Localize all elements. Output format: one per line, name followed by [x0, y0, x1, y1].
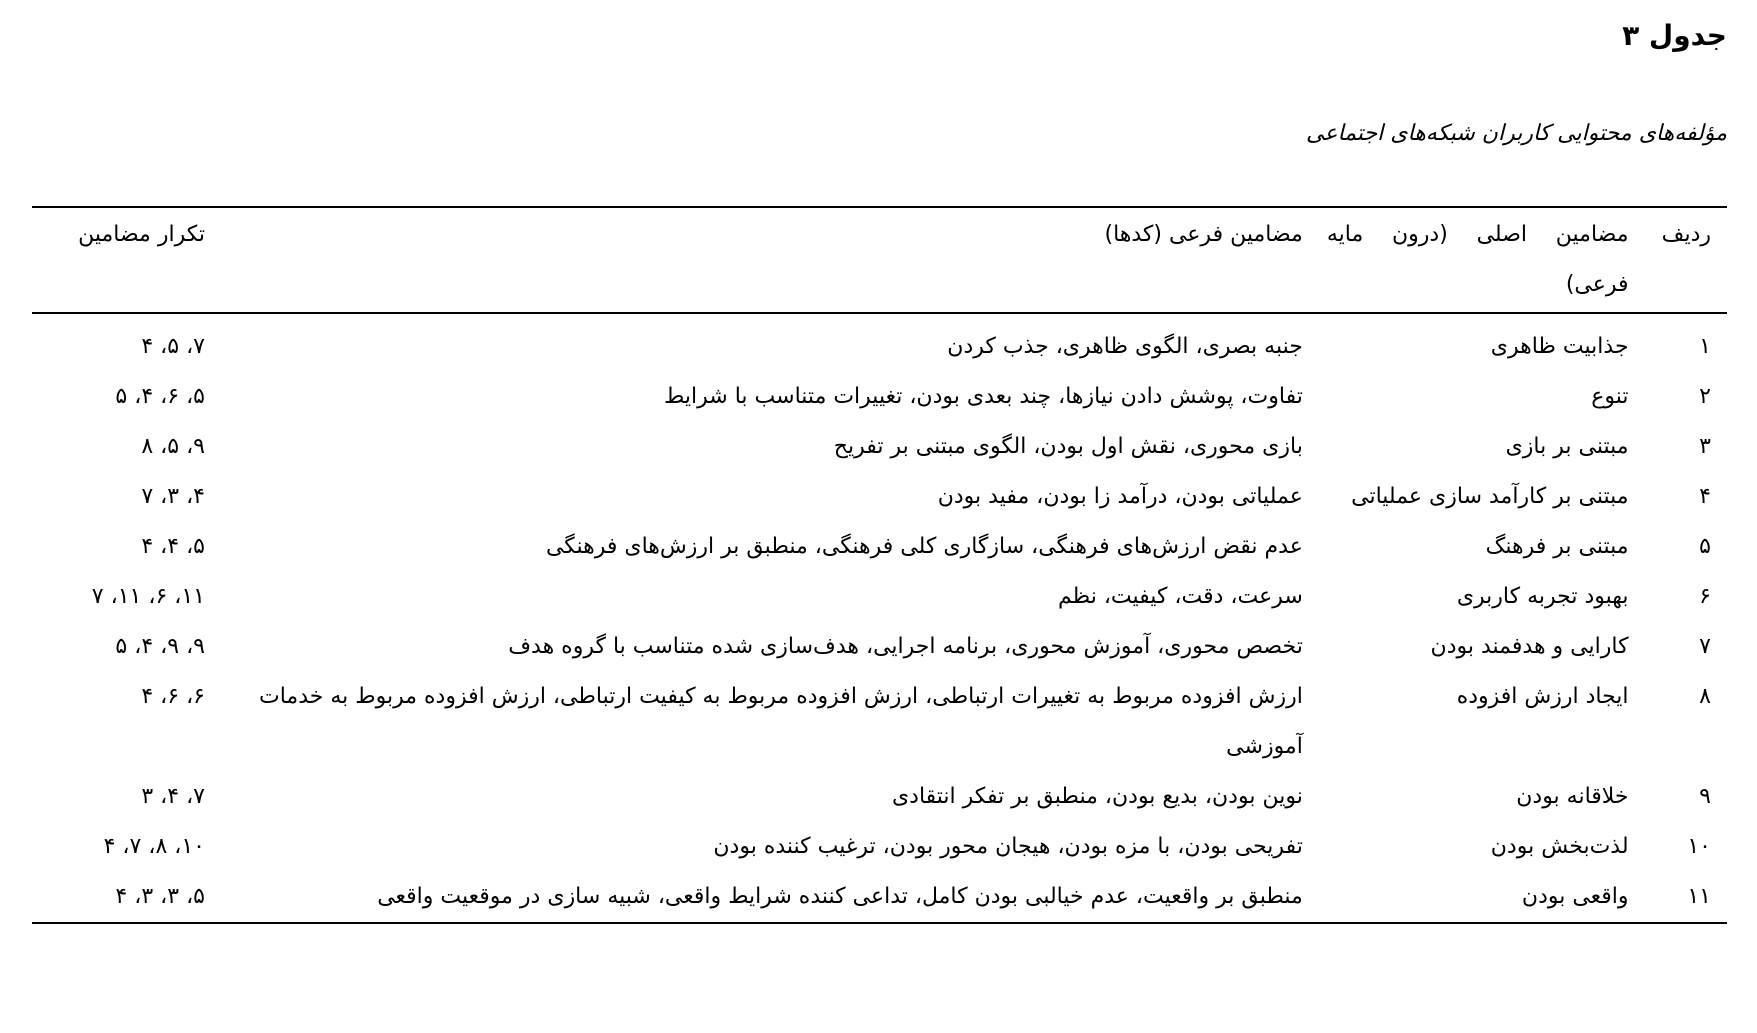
sub-themes: تخصص محوری، آموزش محوری، برنامه اجرایی، هدف‌سازی شده متناسب با گروه هدف [508, 634, 1303, 659]
row-number: ۵ [1699, 534, 1711, 559]
main-theme: مبتنی بر فرهنگ [1485, 534, 1629, 559]
table-row [32, 672, 1727, 772]
frequency: ۹، ۵، ۸ [141, 434, 205, 459]
sub-themes: نوین بودن، بدیع بودن، منطبق بر تفکر انتقادی [891, 784, 1303, 809]
sub-themes: تفریحی بودن، با مزه بودن، هیجان محور بودن، ترغیب کننده بودن [713, 834, 1303, 859]
main-theme: جذابیت ظاهری [1490, 334, 1629, 359]
main-theme: مبتنی بر بازی [1505, 434, 1629, 459]
row-number: ۴ [1699, 484, 1711, 509]
main-theme: تنوع [1591, 384, 1629, 409]
frequency: ۵، ۳، ۳، ۴ [115, 884, 205, 909]
sub-themes: منطبق بر واقعیت، عدم خیالبی بودن کامل، تداعی کننده شرایط واقعی، شبیه سازی در موقعیت واقعی [377, 884, 1303, 909]
frequency: ۱۱، ۶، ۱۱، ۷ [91, 584, 205, 609]
table-row [32, 372, 1727, 422]
frequency: ۵، ۶، ۴، ۵ [115, 384, 205, 409]
row-number: ۶ [1699, 584, 1711, 609]
frequency: ۶، ۶، ۴ [141, 684, 205, 709]
table-header [32, 207, 1727, 313]
themes-table [32, 206, 1727, 924]
sub-themes: سرعت، دقت، کیفیت، نظم [1058, 584, 1303, 609]
row-number: ۹ [1699, 784, 1711, 809]
sub-themes: عملیاتی بودن، درآمد زا بودن، مفید بودن [937, 484, 1303, 509]
main-theme: مبتنی بر کارآمد سازی عملیاتی [1351, 484, 1629, 509]
frequency: ۷، ۴، ۳ [141, 784, 205, 809]
main-theme: بهبود تجربه کاربری [1456, 584, 1629, 609]
frequency: ۵، ۴، ۴ [141, 534, 205, 559]
table-caption: مؤلفه‌های محتوایی کاربران شبکه‌های اجتماعی [1306, 121, 1727, 146]
table-row [32, 622, 1727, 672]
themes-table-container [32, 206, 1727, 924]
table-row [32, 313, 1727, 372]
header-row [32, 207, 1727, 313]
table-row [32, 472, 1727, 522]
row-number: ۷ [1699, 634, 1711, 659]
frequency: ۷، ۵، ۴ [141, 334, 205, 359]
table-row [32, 572, 1727, 622]
table-row [32, 522, 1727, 572]
main-theme: خلاقانه بودن [1516, 784, 1629, 809]
table-row [32, 772, 1727, 822]
table-row [32, 822, 1727, 872]
header-main-themes: مضامین اصلی (درون مایه فرعی) [1326, 222, 1629, 297]
sub-themes: بازی محوری، نقش اول بودن، الگوی مبتنی بر تفریح [833, 434, 1303, 459]
sub-themes: ارزش افزوده مربوط به تغییرات ارتباطی، ارزش افزوده مربوط به کیفیت ارتباطی، ارزش افزوده مربوط به خدمات آموزشی [259, 684, 1303, 759]
row-number: ۸ [1699, 684, 1711, 709]
table-row [32, 872, 1727, 923]
row-number: ۱۱ [1687, 884, 1711, 909]
sub-themes: تفاوت، پوشش دادن نیازها، چند بعدی بودن، تغییرات متناسب با شرایط [664, 384, 1303, 409]
table-row [32, 422, 1727, 472]
sub-themes: جنبه بصری، الگوی ظاهری، جذب کردن [947, 334, 1303, 359]
header-frequency: تکرار مضامین [78, 222, 205, 247]
row-number: ۲ [1699, 384, 1711, 409]
frequency: ۴، ۳، ۷ [141, 484, 205, 509]
table-body [32, 313, 1727, 923]
header-sub-themes: مضامین فرعی (کدها) [1104, 222, 1303, 247]
main-theme: ایجاد ارزش افزوده [1456, 684, 1629, 709]
table-title: جدول ۳ [1622, 19, 1727, 52]
frequency: ۱۰، ۸، ۷، ۴ [103, 834, 205, 859]
row-number: ۱ [1699, 334, 1711, 359]
main-theme: لذت‌بخش بودن [1490, 834, 1629, 859]
frequency: ۹، ۹، ۴، ۵ [115, 634, 205, 659]
sub-themes: عدم نقض ارزش‌های فرهنگی، سازگاری کلی فرهنگی، منطبق بر ارزش‌های فرهنگی [545, 534, 1303, 559]
main-theme: واقعی بودن [1521, 884, 1629, 909]
header-row-number: ردیف [1661, 222, 1711, 247]
main-theme: کارایی و هدفمند بودن [1430, 634, 1629, 659]
row-number: ۳ [1699, 434, 1711, 459]
row-number: ۱۰ [1687, 834, 1711, 859]
